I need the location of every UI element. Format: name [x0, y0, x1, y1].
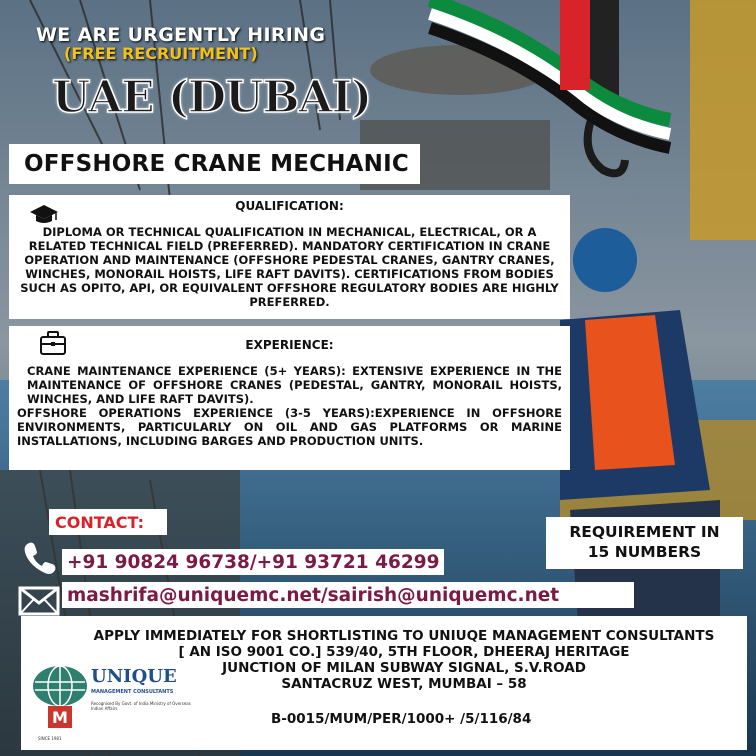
license-code: B-0015/MUM/PER/1000+ /5/116/84	[271, 711, 532, 727]
experience-heading: EXPERIENCE:	[245, 338, 334, 352]
requirement-box	[546, 517, 743, 569]
logo-recognised: Recognised By Govt. of India Ministry of Overseas Indian Affairs	[91, 701, 191, 711]
location-title: UAE (DUBAI)	[52, 72, 372, 123]
apply-line2: [ AN ISO 9001 CO.] 539/40, 5TH FLOOR, DHEERAJ HERITAGE	[178, 644, 630, 660]
qualification-text: DIPLOMA OR TECHNICAL QUALIFICATION IN MECHANICAL, ELECTRICAL, OR A RELATED TECHNICAL FIELD (PREFERRED). MANDATORY CERTIFICATION IN CRANE OPERATION AND MAINTENANCE (OFFSHORE PEDESTAL CRANES, GANTRY CRANES, WINCHES, MONORAIL HOISTS, LIFE RAFT DAVITS). CERTIFICATIONS FROM BODIES SUCH AS OPITO, API, OR EQUIVALENT OFFSHORE REGULATORY BODIES ARE HIGHLY PREFERRED.	[20, 225, 559, 309]
apply-panel	[21, 616, 747, 750]
contact-label: CONTACT:	[55, 512, 144, 532]
phone-box	[62, 549, 444, 575]
experience-crane-maintenance: CRANE MAINTENANCE EXPERIENCE (5+ YEARS): EXTENSIVE EXPERIENCE IN THE MAINTENANCE OF OFFSHORE CRANES (PEDESTAL, GANTRY, MONORAIL HOISTS, WINCHES, AND LIFE RAFT DAVITS).	[27, 364, 562, 406]
logo-name: UNIQUE	[91, 666, 177, 687]
requirement-line2: 15 NUMBERS	[587, 543, 702, 561]
job-title-banner	[9, 144, 420, 184]
phone-numbers[interactable]: +91 90824 96738/+91 93721 46299	[67, 551, 440, 573]
company-logo	[31, 664, 201, 746]
logo-subtitle: MANAGEMENT CONSULTANTS	[91, 689, 174, 695]
experience-offshore-operations: OFFSHORE OPERATIONS EXPERIENCE (3-5 YEARS):EXPERIENCE IN OFFSHORE ENVIRONMENTS, PARTICULARLY ON OIL AND GAS PLATFORMS OR MARINE INSTALLATIONS, INCLUDING BARGES AND PRODUCTION UNITS.	[17, 406, 562, 448]
job-title: OFFSHORE CRANE MECHANIC	[24, 151, 409, 177]
email-addresses[interactable]: mashrifa@uniquemc.net/sairish@uniquemc.net	[67, 584, 560, 606]
apply-line4: SANTACRUZ WEST, MUMBAI – 58	[281, 676, 527, 692]
experience-panel	[9, 326, 570, 470]
logo-letter: M	[52, 708, 68, 727]
qualification-heading: QUALIFICATION:	[235, 199, 344, 213]
logo-since: SINCE 1981	[38, 736, 62, 741]
globe-logo-icon	[31, 664, 89, 734]
phone-icon	[22, 540, 56, 574]
free-recruitment-label: (FREE RECRUITMENT)	[64, 44, 258, 63]
requirement-line1: REQUIREMENT IN	[569, 523, 720, 541]
apply-line3: JUNCTION OF MILAN SUBWAY SIGNAL, S.V.ROAD	[222, 660, 586, 676]
mail-icon	[18, 586, 60, 616]
contact-label-box	[49, 509, 167, 535]
qualification-panel	[9, 195, 570, 319]
email-box	[62, 582, 634, 608]
hiring-headline: WE ARE URGENTLY HIRING	[36, 24, 326, 46]
apply-line1: APPLY IMMEDIATELY FOR SHORTLISTING TO UNIUQE MANAGEMENT CONSULTANTS	[93, 628, 715, 644]
experience-text	[17, 364, 562, 448]
